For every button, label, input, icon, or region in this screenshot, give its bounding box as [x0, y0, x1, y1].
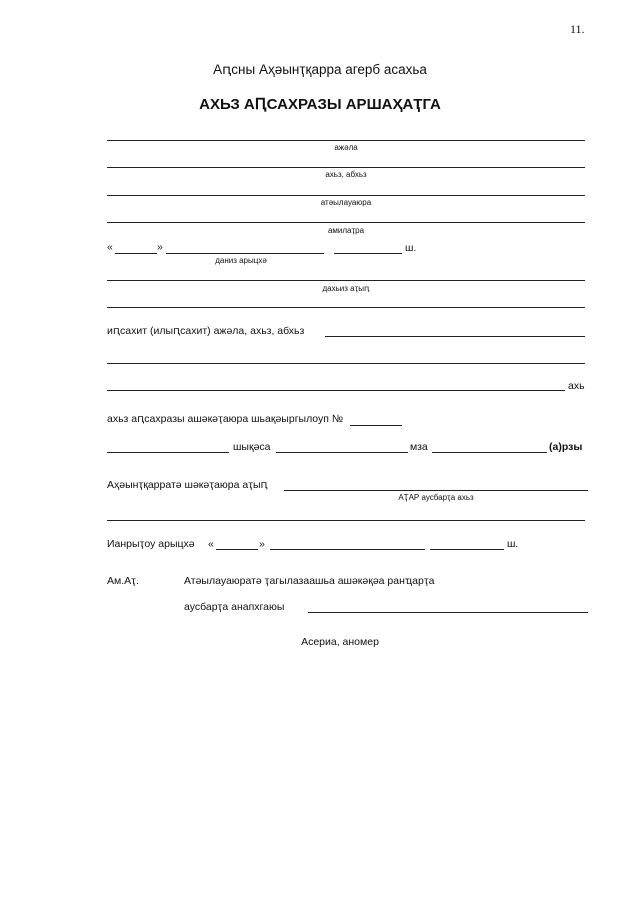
birth-date-caption: даниз арыцхә — [215, 256, 267, 265]
issue-year-suffix: ш. — [507, 538, 519, 550]
issue-month-field[interactable] — [270, 549, 425, 550]
issue-day-field[interactable] — [216, 549, 258, 550]
issue-date-open-quote: « — [208, 538, 214, 550]
new-name-field-3[interactable] — [107, 390, 565, 391]
issue-year-field[interactable] — [430, 549, 504, 550]
new-name-label: иԥсахит (илыԥсахит) ажәла, ахьз, абхьз — [107, 325, 305, 337]
name-caption: ахьз, абхьз — [325, 170, 367, 179]
registry-head-line1: Атәылауаюратә ҭагылазаашьа ашәкәқәа ранҵарҭа — [184, 575, 435, 587]
record-day-field[interactable] — [432, 452, 547, 453]
record-day-label: (а)рзы — [549, 441, 583, 453]
first-name-field[interactable] — [107, 140, 585, 141]
stamp-label: Ам.Аҭ. — [107, 575, 139, 587]
father-name-caption: атәылауаюра — [320, 198, 372, 207]
first-name-caption: ажәла — [334, 143, 358, 152]
birth-place-field[interactable] — [107, 280, 585, 281]
birth-place-caption: дахьиз аҭыԥ — [322, 284, 370, 293]
birth-date-close-quote: » — [157, 241, 163, 253]
nationality-caption: амилаҭра — [327, 226, 365, 235]
birth-year-suffix: ш. — [405, 242, 417, 254]
registry-field[interactable] — [284, 490, 588, 491]
record-month-label: мза — [410, 441, 428, 453]
new-name-field-2[interactable] — [107, 363, 585, 364]
series-number-label: Асериа, аномер — [301, 636, 379, 648]
birth-day-field[interactable] — [115, 253, 157, 254]
name-field[interactable] — [107, 167, 585, 168]
birth-year-field[interactable] — [334, 253, 402, 254]
new-name-field[interactable] — [325, 336, 585, 337]
birth-place-field-2[interactable] — [107, 307, 585, 308]
record-year-field[interactable] — [107, 452, 229, 453]
registry-label: Аҳәынҭқарратә шәкәҭаюра аҭыԥ — [107, 479, 268, 491]
issuer-heading: Аԥсны Аҳәынҭқарра агерб асахьа — [213, 62, 427, 77]
birth-month-field[interactable] — [166, 253, 324, 254]
father-name-field[interactable] — [107, 195, 585, 196]
record-label: ахьз аԥсахразы ашәкәҭаюра шьақәыргылоуп № — [107, 413, 344, 425]
registry-head-line2: аусбарҭа анапхгаюы — [184, 601, 285, 613]
new-name-suffix: ахь — [568, 380, 585, 392]
birth-date-open-quote: « — [107, 241, 113, 253]
issue-date-close-quote: » — [259, 538, 265, 550]
page-number: 11. — [570, 22, 585, 36]
certificate-title: АХЬЗ АԤСАХРАЗЫ АРШАҲАҬГА — [199, 96, 441, 113]
nationality-field[interactable] — [107, 222, 585, 223]
signature-field[interactable] — [308, 612, 588, 613]
record-number-field[interactable] — [350, 425, 402, 426]
record-month-field[interactable] — [276, 452, 408, 453]
issue-date-label: Ианрыҭоу арыцхә — [107, 538, 195, 550]
record-year-label: шықәса — [233, 441, 271, 453]
registry-caption: АҬАР аусбарҭа ахьз — [398, 493, 474, 502]
registry-field-2[interactable] — [107, 520, 585, 521]
